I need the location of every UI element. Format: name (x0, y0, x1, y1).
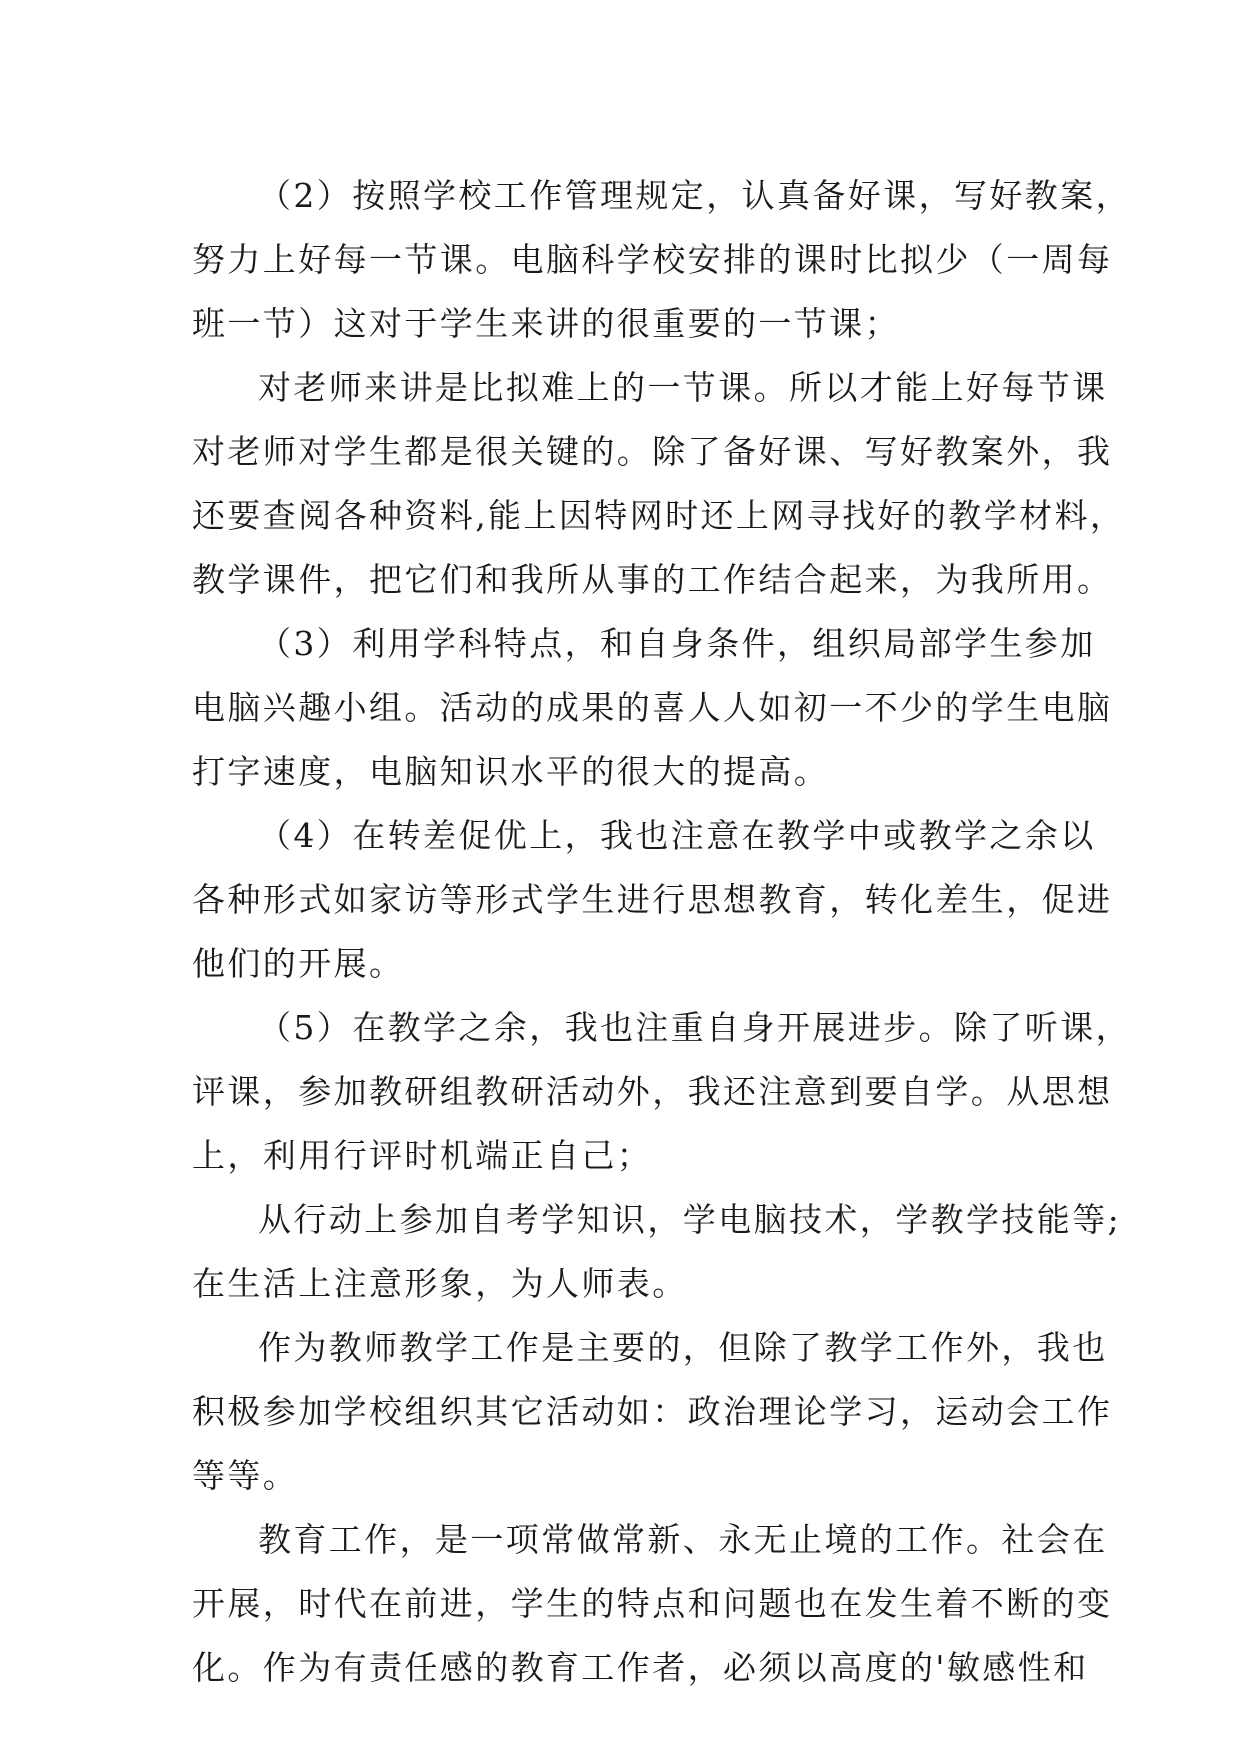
text-line: 上，利用行评时机端正自己； (192, 1136, 653, 1175)
text-line: 开展，时代在前进，学生的特点和问题也在发生着不断的变 (192, 1584, 1113, 1623)
text-line: 在生活上注意形象，为人师表。 (192, 1264, 688, 1303)
text-line: 从行动上参加自考学知识，学电脑技术，学教学技能等; (258, 1200, 1122, 1239)
text-line: （3）利用学科特点，和自身条件，组织局部学生参加 (258, 624, 1096, 663)
text-line: 对老师对学生都是很关键的。除了备好课、写好教案外，我 (192, 432, 1113, 471)
text-line: 对老师来讲是比拟难上的一节课。所以才能上好每节课 (258, 368, 1108, 407)
text-line: 努力上好每一节课。电脑科学校安排的课时比拟少（一周每 (192, 240, 1113, 279)
text-line: 化。作为有责任感的教育工作者，必须以高度的'敏感性和 (192, 1648, 1089, 1687)
text-line: （2）按照学校工作管理规定，认真备好课，写好教案， (258, 176, 1131, 215)
text-line: 班一节）这对于学生来讲的很重要的一节课； (192, 304, 900, 343)
text-line: 作为教师教学工作是主要的，但除了教学工作外，我也 (258, 1328, 1108, 1367)
text-line: （5）在教学之余，我也注重自身开展进步。除了听课， (258, 1008, 1131, 1047)
text-line: 还要查阅各种资料,能上因特网时还上网寻找好的教学材料， (192, 496, 1126, 535)
text-line: 积极参加学校组织其它活动如：政治理论学习，运动会工作 (192, 1392, 1113, 1431)
document-body (192, 164, 1131, 1700)
text-line: 各种形式如家访等形式学生进行思想教育，转化差生，促进 (192, 880, 1113, 919)
text-line: （4）在转差促优上，我也注意在教学中或教学之余以 (258, 816, 1096, 855)
text-line: 电脑兴趣小组。活动的成果的喜人人如初一不少的学生电脑 (192, 688, 1113, 727)
text-line: 等等。 (192, 1456, 299, 1495)
text-line: 他们的开展。 (192, 944, 405, 983)
text-line: 教学课件，把它们和我所从事的工作结合起来，为我所用。 (192, 560, 1113, 599)
text-line: 评课，参加教研组教研活动外，我还注意到要自学。从思想 (192, 1072, 1113, 1111)
text-line: 打字速度，电脑知识水平的很大的提高。 (192, 752, 830, 791)
text-line: 教育工作，是一项常做常新、永无止境的工作。社会在 (258, 1520, 1108, 1559)
